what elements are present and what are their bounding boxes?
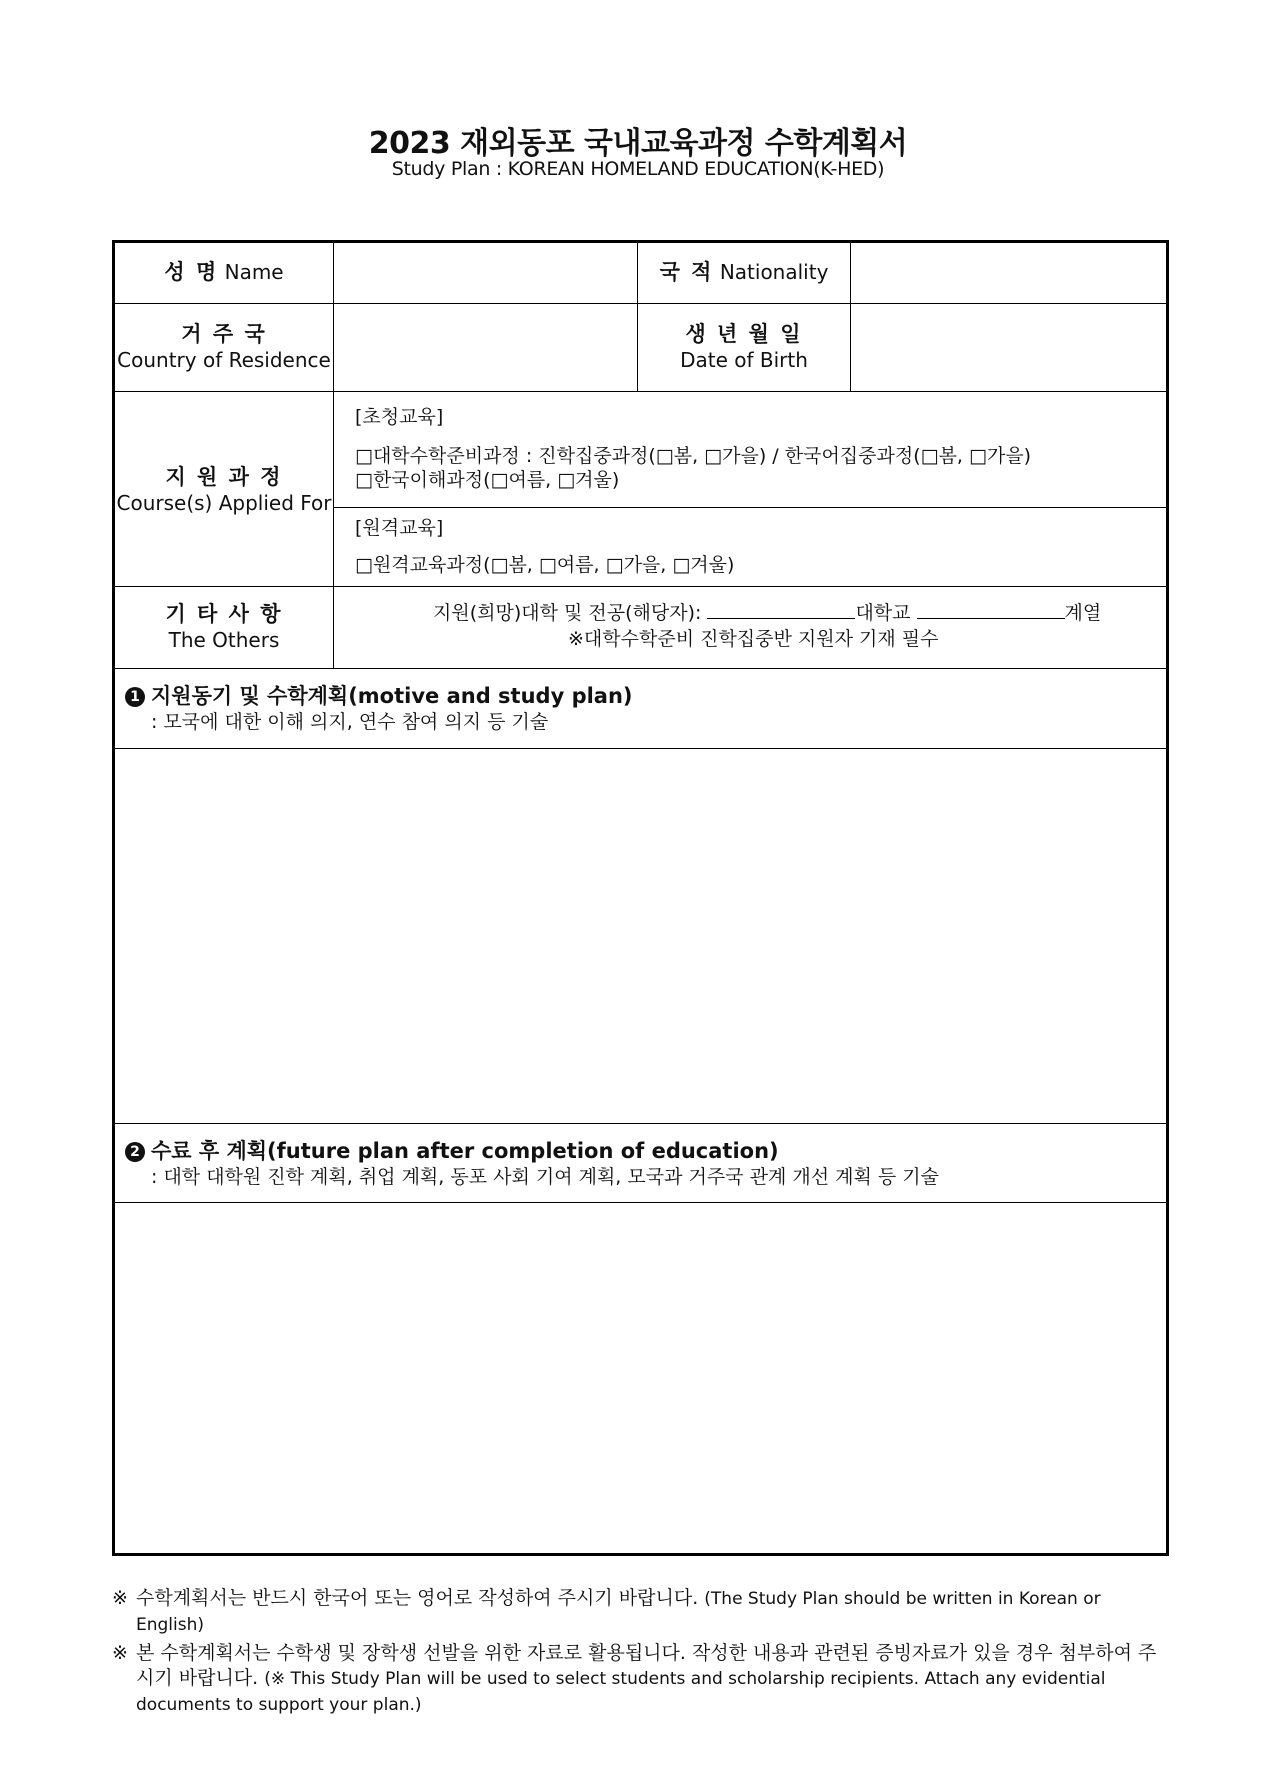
course-label: 지 원 과 정 Course(s) Applied For (116, 465, 332, 515)
remote-option-line1[interactable]: □원격교육과정(□봄, □여름, □가을, □겨울) (355, 554, 735, 576)
section2-number-icon: 2 (125, 1142, 145, 1162)
others-label: 기 타 사 항 The Others (165, 602, 283, 652)
invite-option-line2[interactable]: □한국이해과정(□여름, □겨울) (355, 469, 620, 491)
university-blank[interactable] (707, 600, 855, 619)
section1-description: : 모국에 대한 이해 의지, 연수 참여 의지 등 기술 (151, 711, 549, 733)
section1-heading: 1 지원동기 및 수학계획(motive and study plan) (125, 680, 633, 710)
nationality-label: 국 적 Nationality (659, 260, 829, 284)
birth-label: 생 년 월 일 Date of Birth (680, 322, 808, 372)
page-title: 2023 재외동포 국내교육과정 수학계획서 (368, 126, 908, 161)
note-usage: ※ 본 수학계획서는 수학생 및 장학생 선발을 위한 자료로 활용됩니다. 작성한 내용과 관련된 증빙자료가 있을 경우 첨부하여 주시기 바랍니다. (※ This Study Plan will be used to select students and scholarship recipients. Attach any evidential documents to support your plan.) (112, 1642, 1157, 1715)
others-university-line: 지원(희망)대학 및 전공(해당자): 대학교 계열 (433, 602, 1102, 624)
residence-field[interactable] (334, 304, 637, 391)
name-field[interactable] (334, 243, 637, 303)
department-blank[interactable] (917, 600, 1065, 619)
remote-heading: [원격교육] (355, 517, 444, 539)
note-language: ※ 수학계획서는 반드시 한국어 또는 영어로 작성하여 주시기 바랍니다. (The Study Plan should be written in Korean or English) (112, 1587, 1101, 1635)
name-label: 성 명 Name (164, 260, 284, 284)
nationality-field[interactable] (851, 243, 1166, 303)
section2-heading: 2 수료 후 계획(future plan after completion of education) (125, 1135, 779, 1165)
invite-heading: [초청교육] (355, 406, 444, 428)
section1-number-icon: 1 (125, 687, 145, 707)
section1-textarea[interactable] (115, 749, 1166, 1123)
birth-field[interactable] (851, 304, 1166, 391)
page-subtitle: Study Plan : KOREAN HOMELAND EDUCATION(K-HED) (391, 158, 885, 180)
footer-notes (112, 1586, 1172, 1721)
section2-description: : 대학 대학원 진학 계획, 취업 계획, 동포 사회 기여 계획, 모국과 거주국 관계 개선 계획 등 기술 (151, 1166, 939, 1188)
residence-label: 거 주 국 Country of Residence (117, 322, 331, 372)
study-plan-form (112, 240, 1169, 1556)
section2-textarea[interactable] (115, 1203, 1166, 1553)
others-note: ※대학수학준비 진학집중반 지원자 기재 필수 (568, 628, 939, 650)
invite-option-line1[interactable]: □대학수학준비과정 : 진학집중과정(□봄, □가을) / 한국어집중과정(□봄, □가을) (355, 445, 1032, 467)
